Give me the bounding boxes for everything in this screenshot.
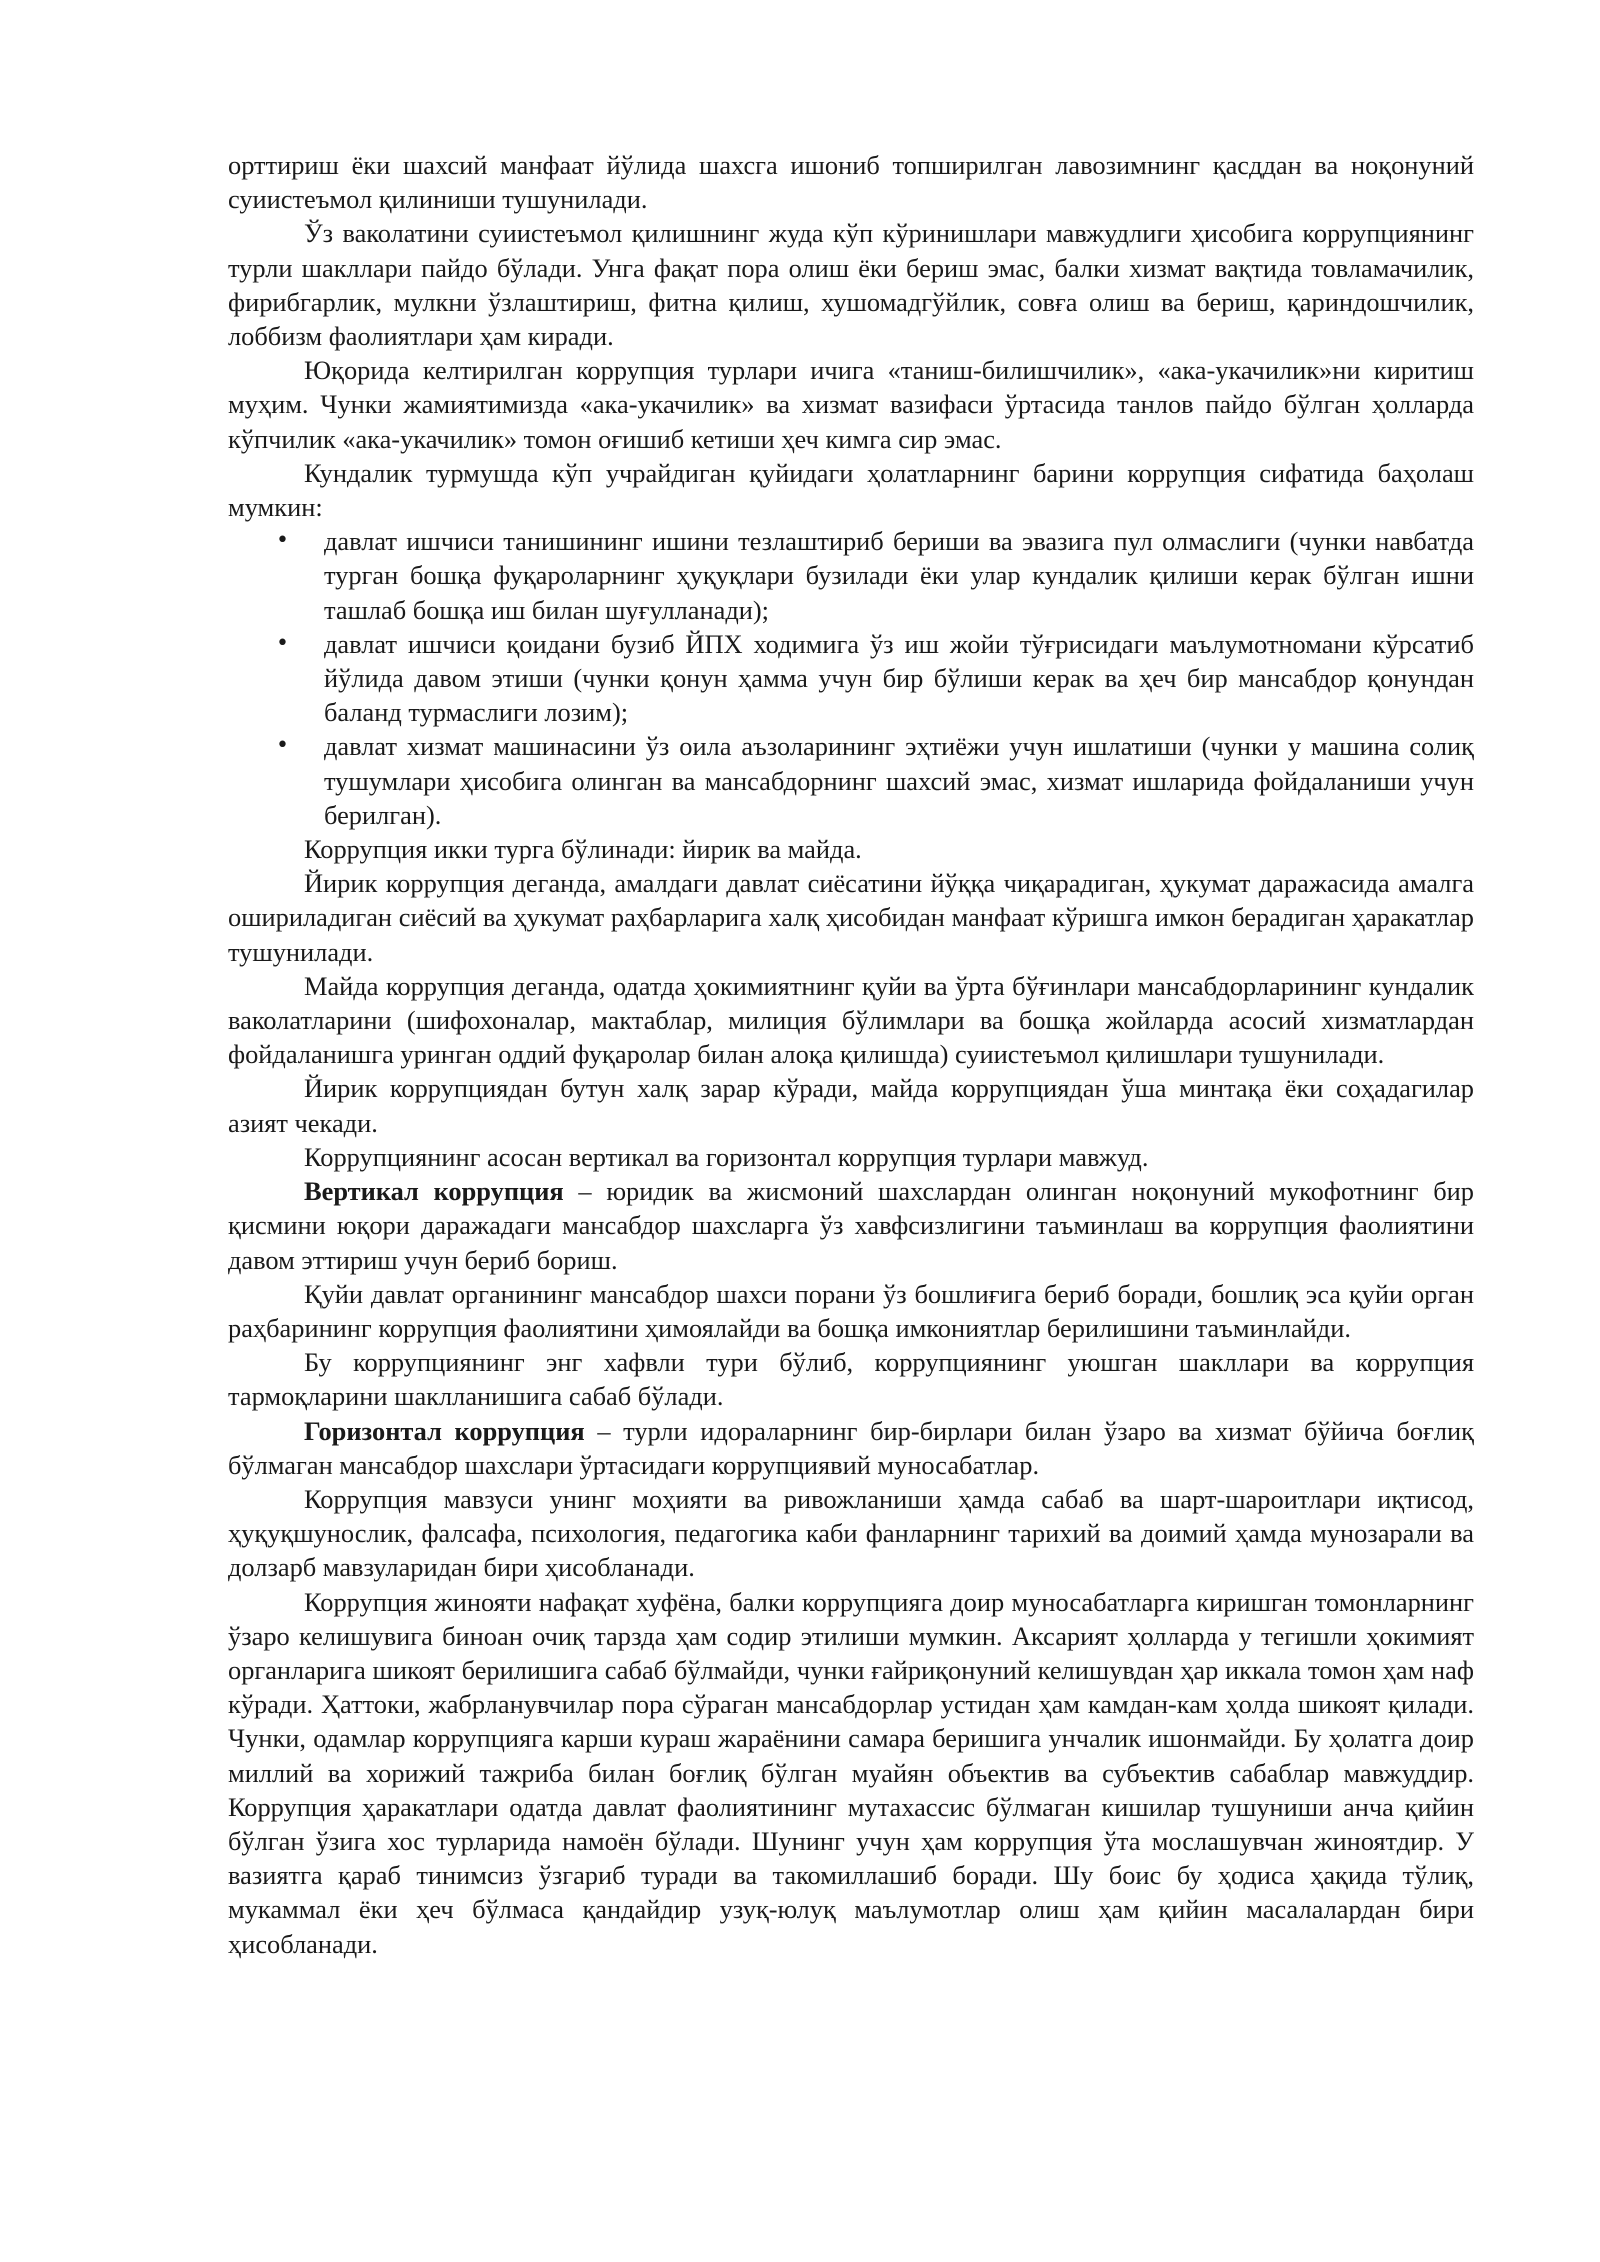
list-item-text: давлат ишчиси қоидани бузиб ЙПХ ходимига ўз иш жойи тўғрисидаги маълумотномани кўрсатиб йўлида давом этиши (чунки қонун ҳамма учун бир бўлиши керак ва ҳеч бир мансабдор қонундан баланд турмаслиги лозим); (324, 628, 1474, 728)
list-item-text: давлат хизмат машинасини ўз оила аъзоларининг эҳтиёжи учун ишлатиши (чунки у машина солиқ тушумлари ҳисобига олинган ва мансабдорнинг шахсий эмас, хизмат ишларида фойдаланиши учун берилган). (324, 731, 1474, 830)
paragraph-grand-corruption: Йирик коррупция деганда, амалдаги давлат сиёсатини йўққа чиқарадиган, ҳукумат даражасида амалга ошириладиган сиёсий ва ҳукумат раҳбарларига халқ ҳисобидан манфаат кўришга имкон берадиган ҳаракатлар тушунилади. (228, 868, 1474, 967)
list-item (228, 524, 1474, 627)
list-item (228, 627, 1474, 730)
document-page (228, 148, 1474, 1961)
paragraph-vertical-mechanism: Қуйи давлат органининг мансабдор шахси порани ўз бошлиғига бериб боради, бошлиқ эса қуйи орган раҳбарининг коррупция фаолиятини ҳимоялайди ва бошқа имкониятлар берилишини таъминлайди. (228, 1278, 1474, 1343)
bullet-icon: • (276, 630, 289, 656)
term-horizontal: Горизонтал коррупция (304, 1415, 585, 1446)
paragraph-two-types: Коррупция икки турга бўлинади: йирик ва майда. (304, 834, 862, 865)
list-item (228, 729, 1474, 832)
paragraph-vertical-definition (228, 1174, 1474, 1277)
definition-horizontal: – турли идораларнинг бир-бирлари билан ўзаро ва хизмат бўйича боғлиқ бўлмаган мансабдор шахслари ўртасидаги коррупциявий муносабатлар. (228, 1415, 1474, 1480)
paragraph-harm: Йирик коррупциядан бутун халқ зарар кўради, майда коррупциядан ўша минтақа ёки соҳадагилар азият чекади. (228, 1073, 1474, 1138)
bullet-icon: • (276, 733, 289, 759)
paragraph-everyday-cases-intro: Кундалик турмушда кўп учрайдиган қуйидаги ҳолатларнинг барини коррупция сифатида баҳолаш мумкин: (228, 457, 1474, 523)
definition-vertical: – юридик ва жисмоний шахслардан олинган ноқонуний мукофотнинг бир қисмини юқори даражадаги мансабдор шахсларга ўз хавфсизлигини таъминлаш ва коррупция фаолиятини давом эттириш учун бериб бориш. (228, 1176, 1474, 1275)
term-vertical: Вертикал коррупция (304, 1176, 564, 1207)
bullet-icon: • (276, 528, 289, 554)
list-item-text: давлат ишчиси танишининг ишини тезлаштириб бериши ва эвазига пул олмаслиги (чунки навбатда турган бошқа фуқароларнинг ҳуқуқлари бузилади ёки улар кундалик қилиши керак бўлган ишни ташлаб бошқа иш билан шуғулланади); (324, 526, 1474, 625)
paragraph-research-topic: Коррупция мавзуси унинг моҳияти ва ривожланиши ҳамда сабаб ва шарт-шароитлари иқтисод, ҳуқуқшунослик, фалсафа, психология, педагогика каби фанларнинг тарихий ва доимий ҳамда мунозарали ва долзарб мавзуларидан бири ҳисобланади. (228, 1483, 1474, 1583)
paragraph-horizontal-definition (228, 1414, 1474, 1482)
paragraph-vertical-horizontal-intro: Коррупциянинг асосан вертикал ва горизонтал коррупция турлари мавжуд. (304, 1141, 1149, 1172)
paragraph-nepotism: Юқорида келтирилган коррупция турлари ичига «таниш-билишчилик», «ака-укачилик»ни киритиш муҳим. Чунки жамиятимизда «ака-укачилик» ва хизмат вазифаси ўртасида танлов пайдо бўлган ҳолларда кўпчилик «ака-укачилик» томон оғишиб кетиши ҳеч кимга сир эмас. (228, 355, 1474, 454)
paragraph-vertical-danger: Бу коррупциянинг энг хафвли тури бўлиб, коррупциянинг уюшган шакллари ва коррупция тармоқларини шаклланишига сабаб бўлади. (228, 1347, 1474, 1412)
paragraph-forms-of-corruption: Ўз ваколатини суиистеъмол қилишнинг жуда кўп кўринишлари мавжудлиги ҳисобига коррупциянинг турли шакллари пайдо бўлади. Унга фақат пора олиш ёки бериш эмас, балки хизмат вақтида товламачилик, фирибгарлик, мулкни ўзлаштириш, фитна қилиш, хушомадгўйлик, совға олиш ва бериш, қариндошчилик, лоббизм фаолиятлари ҳам киради. (228, 218, 1474, 352)
paragraph-petty-corruption: Майда коррупция деганда, одатда ҳокимиятнинг қуйи ва ўрта бўғинлари мансабдорларининг кундалик ваколатларини (шифохоналар, мактаблар, милиция бўлимлари ва бошқа жойларда асосий хизматлардан фойдаланишга уринган оддий фуқаролар билан алоқа қилишда) суиистеъмол қилишлари тушунилади. (228, 970, 1474, 1070)
paragraph-continuation: орттириш ёки шахсий манфаат йўлида шахсга ишониб топширилган лавозимнинг қасддан ва ноқонуний суиистеъмол қилиниши тушунилади. (228, 150, 1474, 215)
everyday-cases-list (228, 524, 1474, 832)
paragraph-hidden-nature: Коррупция жинояти нафақат хуфёна, балки коррупцияга доир муносабатларга киришган томонларнинг ўзаро келишувига биноан очиқ тарзда ҳам содир этилиши мумкин. Аксарият ҳолларда у тегишли ҳокимият органларига шикоят берилишига сабаб бўлмайди, чунки ғайриқонуний келишувдан ҳар иккала томон ҳам наф кўради. Ҳаттоки, жабрланувчилар пора сўраган мансабдорлар устидан ҳам камдан-кам ҳолда шикоят қилади. Чунки, одамлар коррупцияга карши кураш жараёнини самара беришига унчалик ишонмайди. Бу ҳолатга доир миллий ва хорижий тажриба билан боғлиқ бўлган муайян объектив ва субъектив сабаблар мавжуддир. Коррупция ҳаракатлари одатда давлат фаолиятининг мутахассис бўлмаган кишилар тушуниши анча қийин бўлган ўзига хос турларида намоён бўлади. Шунинг учун ҳам коррупция ўта мослашувчан жиноятдир. У вазиятга қараб тинимсиз ўзгариб туради ва такомиллашиб боради. Шу боис бу ҳодиса ҳақида тўлиқ, мукаммал ёки ҳеч бўлмаса қандайдир узуқ-юлуқ маълумотлар олиш ҳам қийин масалалардан бири ҳисобланади. (228, 1586, 1474, 1959)
